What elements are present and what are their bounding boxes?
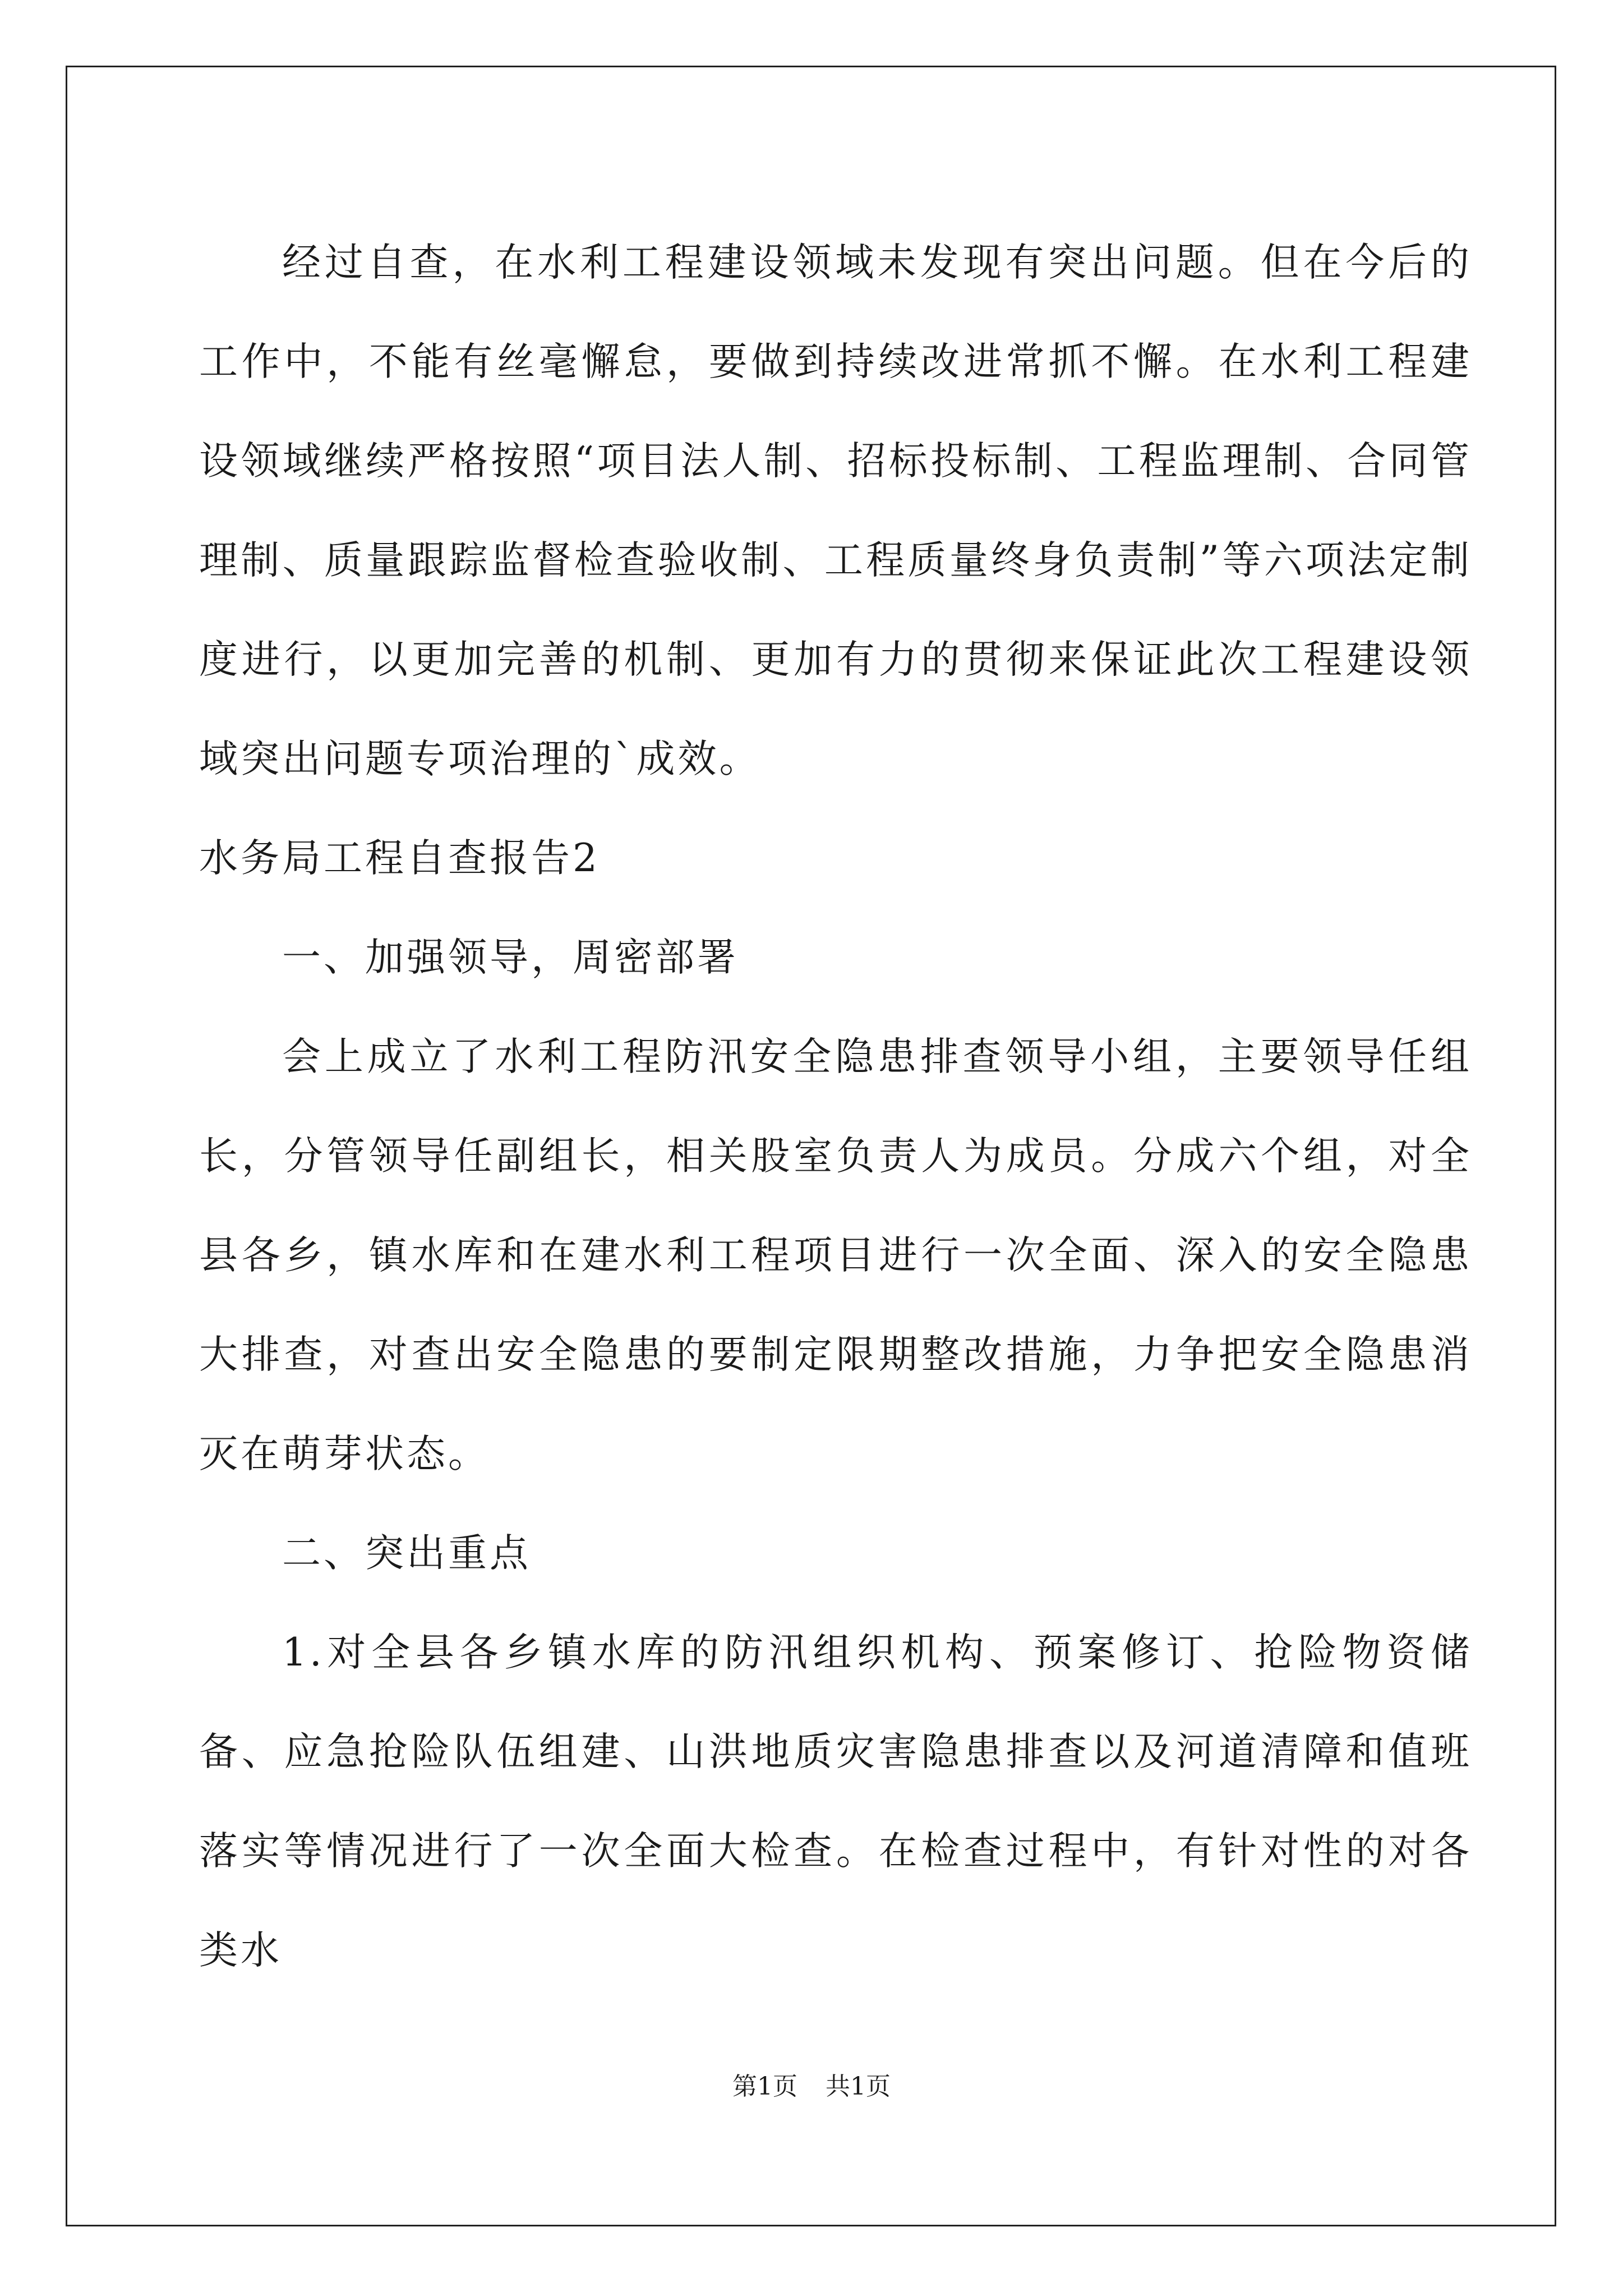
report-title: 水务局工程自查报告2 — [199, 836, 600, 881]
paragraph-self-check-conclusion: 经过自查，在水利工程建设领域未发现有突出问题。但在今后的工作中，不能有丝毫懈怠，要做到持续改进常抓不懈。在水利工程建设领域继续严格按照“项目法人制、招标投标制、工程监理制、合同管理制、质量跟踪监督检查验收制、工程质量终身负责制”等六项法定制度进行，以更加完善的机制、更加有力的贯彻来保证此次工程建设领域突出问题专项治理的`成效。 — [199, 240, 1472, 781]
page-number-total: 共1页 — [826, 2072, 891, 2101]
section-heading-leadership: 一、加强领导，周密部署 — [282, 935, 739, 980]
document-body — [199, 213, 1472, 2000]
paragraph-inspection-item-1: 1.对全县各乡镇水库的防汛组织机构、预案修订、抢险物资储备、应急抢险队伍组建、山洪地质灾害隐患排查以及河道清障和值班落实等情况进行了一次全面大检查。在检查过程中，有针对性的对各类水 — [199, 1630, 1472, 1973]
section-heading-key-points: 二、突出重点 — [282, 1531, 531, 1576]
page-number-current: 第1页 — [732, 2072, 797, 2101]
paragraph-leadership-group: 会上成立了水利工程防汛安全隐患排查领导小组，主要领导任组长，分管领导任副组长，相关股室负责人为成员。分成六个组，对全县各乡，镇水库和在建水利工程项目进行一次全面、深入的安全隐患大排查，对查出安全隐患的要制定限期整改措施，力争把安全隐患消灭在萌芽状态。 — [199, 1034, 1472, 1476]
page-footer — [0, 2070, 1623, 2104]
